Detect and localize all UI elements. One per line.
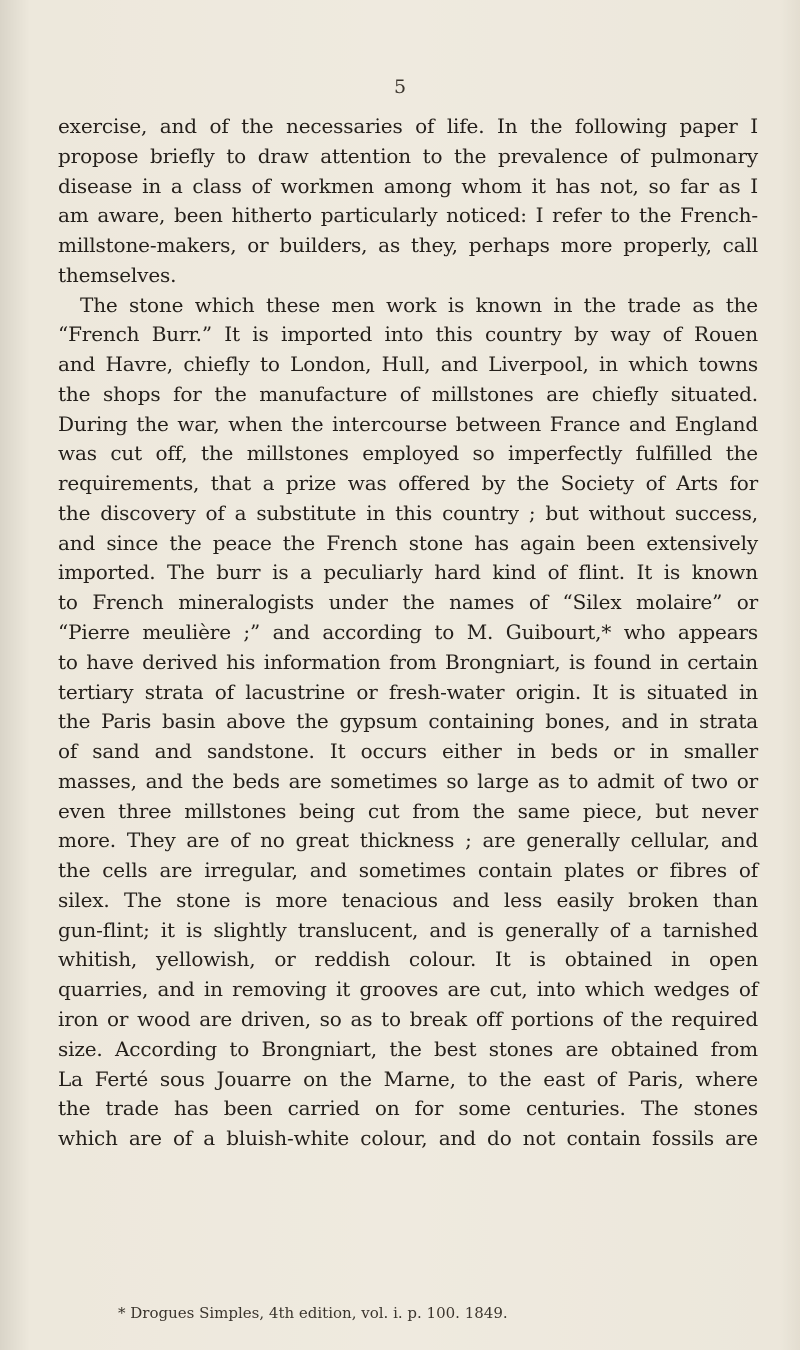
text-line: “Pierre meulière ;” and according to M. Guibourt,* who appears xyxy=(58,620,758,645)
text-line: to French mineralogists under the names of “Silex molaire” or xyxy=(58,590,758,615)
page-number: 5 xyxy=(393,76,407,98)
text-line: La Ferté sous Jouarre on the Marne, to the east of Paris, where xyxy=(58,1066,758,1091)
text-line: gun-flint; it is slightly translucent, and is generally of a tarnished xyxy=(58,917,758,942)
text-line: size. According to Brongniart, the best stones are obtained from xyxy=(58,1036,758,1061)
text-line: During the war, when the intercourse between France and England xyxy=(58,411,758,436)
text-line: The stone which these men work is known in the trade as the xyxy=(80,292,758,317)
text-line: the discovery of a substitute in this country ; but without success, xyxy=(58,500,758,525)
text-line: the cells are irregular, and sometimes contain plates or fibres of xyxy=(58,858,758,883)
text-line: millstone-makers, or builders, as they, perhaps more properly, call xyxy=(58,233,758,258)
text-line: the shops for the manufacture of millstones are chiefly situated. xyxy=(58,381,758,406)
text-line: “French Burr.” It is imported into this country by way of Rouen xyxy=(58,322,758,347)
text-line: tertiary strata of lacustrine or fresh-water origin. It is situated in xyxy=(58,679,758,704)
text-line: themselves. xyxy=(58,262,177,287)
footnote: * Drogues Simples, 4th edition, vol. i. p. 100. 1849. xyxy=(118,1304,508,1322)
text-line: requirements, that a prize was offered by the Society of Arts for xyxy=(58,471,758,496)
text-line: imported. The burr is a peculiarly hard kind of flint. It is known xyxy=(58,560,758,585)
text-line: the Paris basin above the gypsum containing bones, and in strata xyxy=(58,709,758,734)
text-line: was cut off, the millstones employed so imperfectly fulfilled the xyxy=(58,441,758,466)
text-line: to have derived his information from Brongniart, is found in certain xyxy=(58,649,758,674)
text-line: the trade has been carried on for some centuries. The stones xyxy=(58,1096,758,1121)
text-line: more. They are of no great thickness ; are generally cellular, and xyxy=(58,828,758,853)
text-line: and since the peace the French stone has again been extensively xyxy=(58,530,758,555)
text-line: and Havre, chiefly to London, Hull, and Liverpool, in which towns xyxy=(58,352,758,377)
text-line: iron or wood are driven, so as to break off portions of the required xyxy=(58,1006,758,1031)
text-line: propose briefly to draw attention to the prevalence of pulmonary xyxy=(58,143,758,168)
text-line: exercise, and of the necessaries of life. In the following paper I xyxy=(58,114,758,138)
text-line: of sand and sandstone. It occurs either in beds or in smaller xyxy=(58,739,758,764)
text-line: am aware, been hitherto particularly noticed: I refer to the French- xyxy=(58,203,758,228)
text-line: which are of a bluish-white colour, and do not contain fossils are xyxy=(58,1126,758,1151)
text-line: masses, and the beds are sometimes so large as to admit of two or xyxy=(58,768,758,793)
text-line: even three millstones being cut from the same piece, but never xyxy=(58,798,758,823)
text-line: quarries, and in removing it grooves are cut, into which wedges of xyxy=(58,977,758,1002)
body-text xyxy=(58,112,758,1154)
text-line: silex. The stone is more tenacious and less easily broken than xyxy=(58,887,758,912)
text-line: whitish, yellowish, or reddish colour. It is obtained in open xyxy=(58,947,758,972)
text-line: disease in a class of workmen among whom it has not, so far as I xyxy=(58,173,758,198)
